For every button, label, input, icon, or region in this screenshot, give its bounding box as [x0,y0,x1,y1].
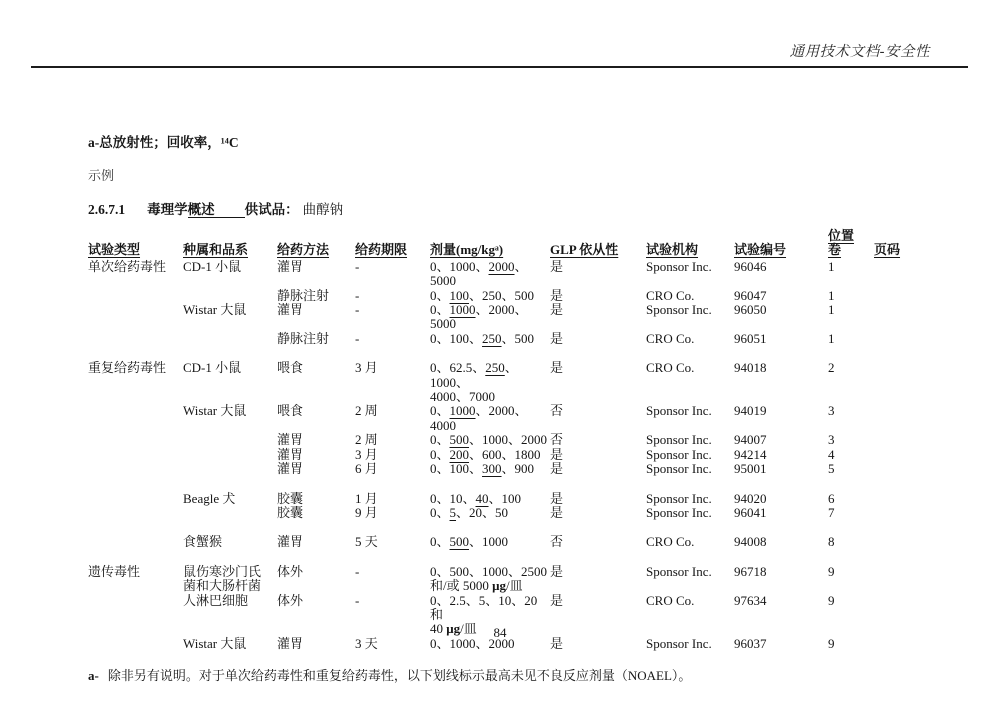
col-header-species: 种属和品系 [183,242,249,258]
cell-duration: 1 月 [355,490,378,506]
cell-duration: - [355,330,360,346]
cell-method: 灌胃 [277,461,304,477]
cell-glp: 否 [550,403,564,419]
cell-dose: 0、100、250、500 [430,287,535,303]
running-header-title: 通用技术文档-安全性 [789,44,930,60]
cell-facility: Sponsor Inc. [646,461,712,477]
cell-page [874,492,920,506]
cell-duration: - [355,302,360,318]
cell-page [874,361,920,404]
page-content [88,131,920,684]
col-header-facility: 试验机构 [646,242,699,258]
cell-study-number: 94019 [734,403,767,419]
cell-facility: Sponsor Inc. [646,504,712,520]
cell-volume: 9 [828,592,835,608]
table-row [88,462,920,476]
table-row [88,433,920,447]
cell-test-type [88,506,183,520]
cell-study-number: 94214 [734,446,767,462]
location-header-cell [828,229,920,243]
page-number: 84 [493,625,507,640]
cell-glp: 是 [550,490,564,506]
cell-study-number: 94020 [734,490,767,506]
col-header-method: 给药方法 [277,242,330,258]
section-title-plain: 毒理学 [147,202,188,217]
cell-dose: 0、500、1000、2500 和/或 5000 μg/皿 [430,563,548,594]
table-row [88,448,920,462]
toxicology-summary-table [88,229,920,651]
cell-volume: 4 [828,446,835,462]
cell-duration: 5 天 [355,534,378,550]
cell-study-number: 94008 [734,534,767,550]
cell-glp: 是 [550,302,564,318]
cell-duration: - [355,258,360,274]
cell-glp: 是 [550,563,564,579]
cell-glp: 是 [550,635,564,651]
cell-glp: 是 [550,592,564,608]
cell-method: 灌胃 [277,446,304,462]
cell-species [183,448,277,462]
col-header-study-number: 试验编号 [734,242,787,258]
cell-test-type [88,433,183,447]
cell-dose: 0、1000、2000、4000 [430,403,528,433]
cell-facility: CRO Co. [646,592,695,608]
cell-study-number: 96050 [734,302,767,318]
cell-study-number: 97634 [734,592,767,608]
cell-duration: 2 周 [355,403,378,419]
section-heading [88,198,920,218]
cell-species [183,433,277,447]
cell-test-type [88,289,183,303]
cell-species: Wistar 大鼠 [183,403,247,419]
col-header-dose: 剂量(mg/kgᵃ) [430,242,504,258]
cell-facility: CRO Co. [646,330,695,346]
cell-study-number: 96037 [734,635,767,651]
col-header-volume: 卷 [828,242,842,258]
cell-facility: CRO Co. [646,360,695,376]
section-gap [88,550,920,565]
table-row [88,332,920,346]
cell-glp: 是 [550,287,564,303]
cell-method: 静脉注射 [277,330,330,346]
cell-volume: 6 [828,490,835,506]
table-row [88,506,920,520]
cell-test-type [88,332,183,346]
cell-glp: 是 [550,504,564,520]
cell-volume: 1 [828,330,835,346]
cell-glp: 否 [550,432,564,448]
cell-test-type: 遗传毒性 [88,563,141,579]
cell-volume: 7 [828,504,835,520]
cell-volume: 5 [828,461,835,477]
cell-facility: Sponsor Inc. [646,432,712,448]
cell-glp: 是 [550,330,564,346]
cell-method: 灌胃 [277,258,304,274]
col-header-test-type: 试验类型 [88,242,141,258]
table-row [88,404,920,433]
location-header-spacer [88,229,828,243]
cell-study-number: 96051 [734,330,767,346]
cell-page [874,433,920,447]
cell-species [183,289,277,303]
cell-duration: 6 月 [355,461,378,477]
cell-facility: Sponsor Inc. [646,258,712,274]
cell-test-type [88,404,183,433]
cell-dose: 0、62.5、250、1000、 4000、7000 [430,360,518,405]
table-row [88,289,920,303]
cell-method: 静脉注射 [277,287,330,303]
cell-volume: 1 [828,258,835,274]
cell-glp: 是 [550,258,564,274]
cell-method: 灌胃 [277,302,304,318]
cell-volume: 1 [828,287,835,303]
location-header: 位置 [828,228,855,243]
cell-glp: 是 [550,360,564,376]
cell-method: 灌胃 [277,432,304,448]
cell-page [874,448,920,462]
cell-page [874,462,920,476]
cell-test-type [88,303,183,332]
cell-page [874,535,920,549]
cell-species [183,332,277,346]
cell-page [874,260,920,289]
cell-dose: 0、500、1000、2000 [430,432,548,448]
cell-facility: Sponsor Inc. [646,446,712,462]
cell-volume: 1 [828,302,835,318]
cell-dose: 0、100、300、900 [430,461,535,477]
cell-study-number: 96047 [734,287,767,303]
section-title-underlined: 概述 [188,202,245,218]
cell-facility: Sponsor Inc. [646,635,712,651]
col-header-page: 页码 [874,242,901,258]
cell-volume: 2 [828,360,835,376]
cell-page [874,565,920,594]
cell-species: Beagle 犬 [183,490,236,506]
cell-method: 胶囊 [277,504,304,520]
cell-test-type [88,462,183,476]
cell-species: 人淋巴细胞 [183,592,249,608]
table-row [88,303,920,332]
cell-duration: 3 月 [355,446,378,462]
cell-dose: 0、5、20、50 [430,504,509,520]
cell-volume: 3 [828,432,835,448]
cell-duration: 2 周 [355,432,378,448]
cell-method: 喂食 [277,403,304,419]
section-gap [88,520,920,535]
cell-dose: 0、200、600、1800 [430,446,541,462]
col-header-glp: GLP 依从性 [550,242,619,258]
cell-facility: Sponsor Inc. [646,302,712,318]
cell-glp: 是 [550,461,564,477]
cell-duration: 9 月 [355,504,378,520]
cell-glp: 否 [550,534,564,550]
cell-test-type: 单次给药毒性 [88,258,167,274]
cell-dose: 0、10、40、100 [430,490,522,506]
cell-test-type [88,448,183,462]
running-header [31,40,968,68]
supply-label: 供试品： [244,202,299,217]
cell-species [183,462,277,476]
cell-page [874,332,920,346]
cell-study-number: 94007 [734,432,767,448]
supply-value: 曲醇钠 [302,202,344,217]
table-row [88,260,920,289]
cell-method: 胶囊 [277,490,304,506]
cell-dose: 0、1000、2000、5000 [430,302,528,332]
cell-study-number: 96041 [734,504,767,520]
cell-page [874,303,920,332]
cell-species: Wistar 大鼠 [183,302,247,318]
cell-duration: - [355,592,360,608]
cell-facility: Sponsor Inc. [646,563,712,579]
cell-test-type: 重复给药毒性 [88,360,167,376]
cell-species: Wistar 大鼠 [183,635,247,651]
cell-test-type [88,535,183,549]
cell-volume: 9 [828,635,835,651]
col-header-duration: 给药期限 [355,242,408,258]
cell-page [874,289,920,303]
cell-species: CD-1 小鼠 [183,258,242,274]
cell-method: 体外 [277,592,304,608]
cell-facility: Sponsor Inc. [646,403,712,419]
section-gap [88,346,920,361]
table-row [88,361,920,404]
cell-duration: - [355,287,360,303]
table-row [88,535,920,549]
example-label: 示例 [88,168,115,183]
cell-test-type [88,492,183,506]
section-number: 2.6.7.1 [88,202,126,217]
location-header-row [88,229,920,243]
table-row [88,565,920,594]
cell-page [874,404,920,433]
table-row [88,492,920,506]
cell-species: 鼠伤寒沙门氏 菌和大肠杆菌 [183,563,262,594]
cell-volume: 9 [828,563,835,579]
cell-species: CD-1 小鼠 [183,360,242,376]
cell-volume: 8 [828,534,835,550]
footnote [88,665,920,684]
cell-species: 食蟹猴 [183,534,223,550]
footnote-text: 除非另有说明。对于单次给药毒性和重复给药毒性，以下划线标示最高未见不良反应剂量（NOAEL）。 [107,668,692,684]
cell-duration: 3 天 [355,635,378,651]
cell-study-number: 96046 [734,258,767,274]
cell-dose: 0、1000、2000 [430,635,515,651]
cell-duration: - [355,563,360,579]
cell-facility: CRO Co. [646,287,695,303]
cell-facility: CRO Co. [646,534,695,550]
footnote-marker: a- [88,668,99,684]
cell-glp: 是 [550,446,564,462]
section-gap [88,477,920,492]
cell-facility: Sponsor Inc. [646,490,712,506]
cell-study-number: 96718 [734,563,767,579]
cell-study-number: 95001 [734,461,767,477]
cell-method: 喂食 [277,360,304,376]
cell-study-number: 94018 [734,360,767,376]
cell-method: 灌胃 [277,635,304,651]
cell-dose: 0、500、1000 [430,534,509,550]
column-header-row [88,243,920,259]
cell-dose: 0、1000、2000、5000 [430,258,528,289]
cell-method: 体外 [277,563,304,579]
cell-method: 灌胃 [277,534,304,550]
cell-dose: 0、100、250、500 [430,330,535,346]
cell-page [874,506,920,520]
toxicology-table-body [88,260,920,651]
cell-volume: 3 [828,403,835,419]
cell-dose: 0、2.5、5、10、20 和 40 μg/皿 [430,592,538,637]
cell-species [183,506,277,520]
radioactivity-note: a-总放射性；回收率，¹⁴C [88,135,239,150]
cell-duration: 3 月 [355,360,378,376]
